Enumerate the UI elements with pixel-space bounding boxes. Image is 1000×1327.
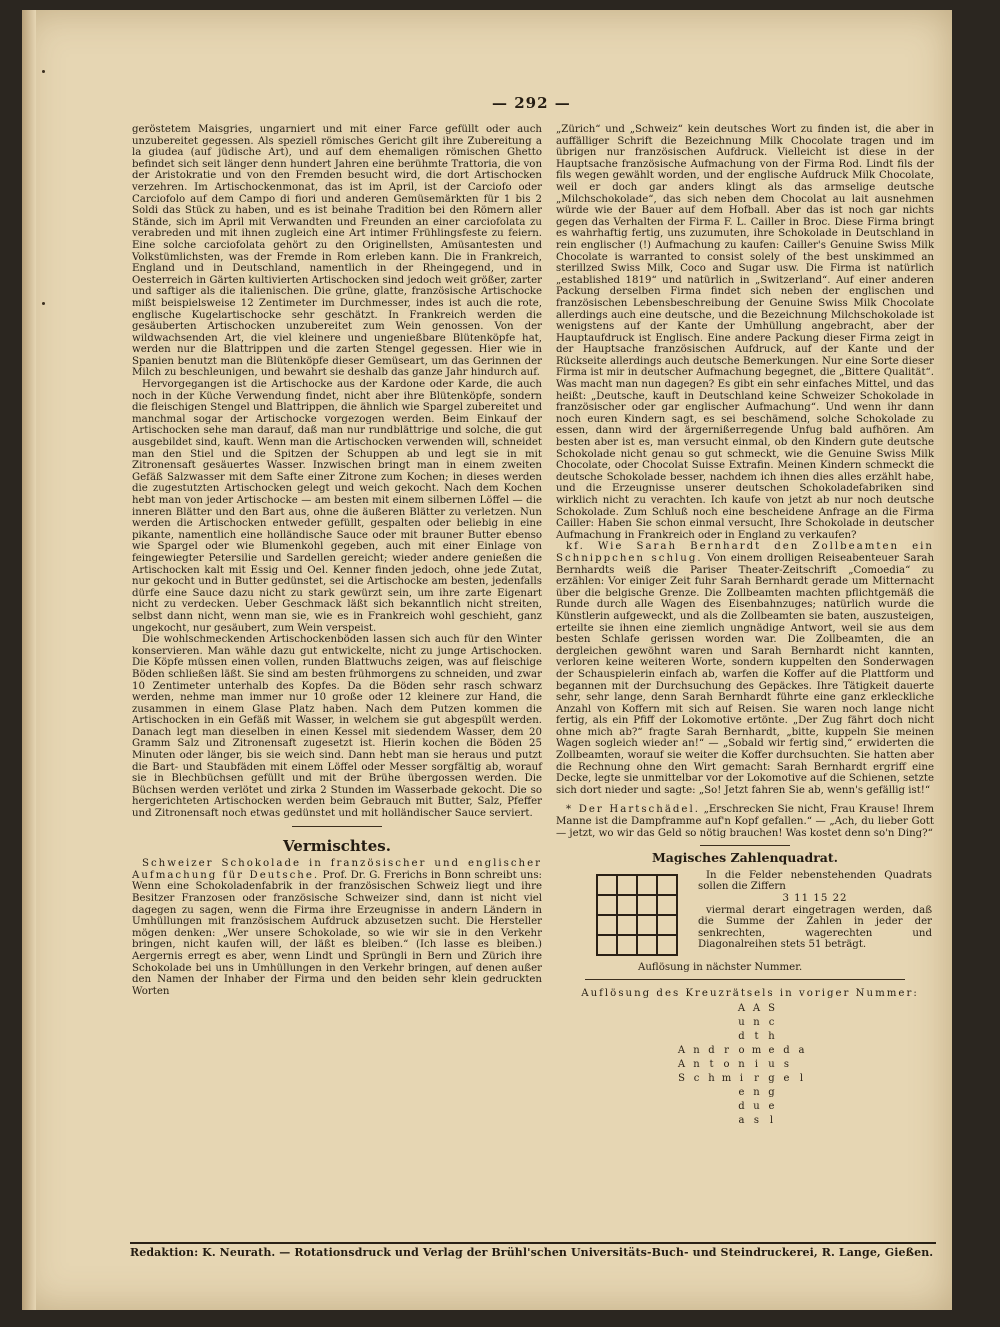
crossword-letter bbox=[674, 1030, 689, 1044]
section-divider bbox=[292, 826, 382, 827]
crossword-letter bbox=[719, 1030, 734, 1044]
crossword-letter: c bbox=[693, 1073, 700, 1084]
crossword-letter: l bbox=[769, 1115, 774, 1126]
page-number: — 292 — bbox=[492, 94, 571, 112]
magic-solution-note: Auflösung in nächster Nummer. bbox=[638, 961, 803, 973]
crossword-letter: A bbox=[752, 1003, 761, 1014]
crossword-letter bbox=[719, 1114, 734, 1128]
crossword-letter: r bbox=[754, 1073, 759, 1084]
crossword-letter bbox=[794, 1016, 809, 1030]
crossword-letter: u bbox=[753, 1101, 760, 1112]
crossword-letter bbox=[704, 1016, 719, 1030]
crossword-letter bbox=[689, 1100, 704, 1114]
article-paragraph: „Zürich“ und „Schweiz“ kein deutsches Wort zu finden ist, die aber in auffälliger Schrift die Bezeichnung Milk Chocolate tragen und im übrigen nur französischen Aufdruck. Vielleicht ist diese in der Hauptsache französische Aufmachung von der Firma Rod. Lindt fils der fils wegen gewählt worden, und der englische Aufdruck Milk Chocolate, weil er doch gar anders klingt als das armselige deutsche „Milchschokolade“, das sich neben dem Chocolat au lait ausnehmen würde wie der Bauer auf dem Hofball. Aber das ist noch gar nichts gegen das Verhalten der Firma F. L. Cailler in Broc. Diese Firma bringt es wahrhaftig fertig, uns zuzumuten, ihre Schokolade in Deutschland in rein englischer (!) Aufmachung zu kaufen: Cailler's Genuine Swiss Milk Chocolate is warranted to consist solely of the best unskimmed an sterillzed Swiss Milk, Coco and Sugar usw. Die Firma ist natürlich „established 1819“ und natürlich in „Switzerland“. Auf einer anderen Packung derselben Firma findet sich neben der englischen und französischen Lebensbeschreibung der Genuine Swiss Milk Chocolate allerdings auch eine deutsche, und die Bezeichnung Milchschokolade ist wenigstens auf der Kante der Umhüllung angebracht, aber der Hauptaufdruck ist Englisch. Eine andere Packung dieser Firma zeigt in der Hauptsache französischen Aufdruck, auf der Kante und der Rückseite allerdings auch deutsche Bemerkungen. Nur eine Sorte dieser Firma ist mir in deutscher Aufmachung begegnet, die „Bittere Qualität“. Was macht man nun dagegen? Es gibt ein sehr einfaches Mittel, und das heißt: „Deutsche, kauft in Deutschland keine Schweizer Schokolade in französischer oder gar englischer Aufmachung“. Und wenn ihr dann noch euren Kindern sagt, es sei beschämend, solche Schokolade zu essen, dann wird der ärgernißerregende Unfug bald aufhören. Am besten aber ist es, man versucht einmal, ob den Kindern gute deutsche Schokolade nicht genau so gut schmeckt, wie die Genuine Swiss Milk Chocolate, oder Chocolat Suisse Extrafin. Meinen Kindern schmeckt die deutsche Schokolade besser, nachdem ich ihnen dies alles erzählt habe, und die Erzeugnisse unserer deutschen Schokoladefabriken sind wirklich nicht zu verachten. Ich kaufe von jetzt ab nur noch deutsche Schokolade. Zum Schluß noch eine bescheidene Anfrage an die Firma Cailler: Haben Sie schon einmal versucht, Ihre Schokolade in deutscher Aufmachung in Frankreich oder in England zu verkaufen? bbox=[556, 124, 934, 541]
crossword-letter bbox=[794, 1058, 809, 1072]
crossword-letter: g bbox=[768, 1073, 775, 1084]
magic-rules: viermal derart eingetragen werden, daß die Summe der Zahlen in jeder der senkrechten, wagerechten und Diagonalreihen stets 51 beträgt. bbox=[698, 904, 932, 951]
crossword-letter bbox=[779, 1016, 794, 1030]
crossword-letter: S bbox=[678, 1073, 685, 1084]
joke-text: „Erschrecken Sie nicht, Frau Krause! Ihrem Manne ist die Dampframme auf'n Kopf gefallen.“ — „Ach, du lieber Gott — jetzt, wo wir das Geld so nötig brauchen! Was kostet denn so'n Ding?“ bbox=[556, 804, 934, 839]
crossword-letter bbox=[704, 1114, 719, 1128]
crossword-letter: n bbox=[738, 1059, 745, 1070]
crossword-letter: h bbox=[708, 1073, 715, 1084]
crossword-letter: m bbox=[721, 1073, 732, 1084]
crossword-letter: i bbox=[754, 1059, 759, 1070]
article-paragraph: Die wohlschmeckenden Artischockenböden lassen sich auch für den Winter konservieren. Man wähle dazu gut entwickelte, nicht zu junge Artischocken. Die Köpfe müssen einen vollen, runden Blattwuchs zeigen, was auf fleischige Böden schließen läßt. Sie sind am besten frühmorgens zu schneiden, und zwar 10 Zentimeter unterhalb des Kopfes. Da die Böden sehr rasch schwarz werden, nehme man immer nur 10 große oder 12 kleinere zur Hand, die zusammen in einem Glase Platz haben. Nach dem Putzen kommen die Artischocken in ein Gefäß mit Wasser, in welchem sie gut abgespült werden. Danach legt man dieselben in einen Kessel mit siedendem Wasser, dem 20 Gramm Salz und Zitronensaft zugesetzt ist. Hierin kochen die Böden 25 Minuten oder länger, bis sie weich sind. Dann hebt man sie heraus und putzt die Bart- und Staubfäden mit einem Löffel oder Messer sorgfältig ab, worauf sie in Blechbüchsen gefüllt und mit der Brühe übergossen werden. Die Büchsen werden verlötet und zirka 2 Stunden im Wasserbade gekocht. Die so hergerichteten Artischocken werden beim Gebrauch mit Butter, Salz, Pfeffer und Zitronensaft noch etwas gedünstet und mit holländischer Sauce serviert. bbox=[132, 634, 542, 820]
crossword-letter bbox=[674, 1086, 689, 1100]
crossword-letter: a bbox=[798, 1045, 805, 1056]
crossword-letter bbox=[779, 1114, 794, 1128]
joke-article bbox=[556, 804, 934, 839]
crossword-letter: o bbox=[723, 1059, 730, 1070]
crossword-letter: A bbox=[737, 1003, 746, 1014]
magic-numbers: 3 11 15 22 bbox=[782, 893, 848, 904]
punch-dot bbox=[42, 70, 45, 73]
crossword-letter: e bbox=[783, 1073, 790, 1084]
crossword-letter: g bbox=[768, 1087, 775, 1098]
sarah-article bbox=[556, 541, 934, 796]
left-column bbox=[132, 124, 542, 997]
crossword-letter: l bbox=[799, 1073, 804, 1084]
crossword-letter bbox=[719, 1086, 734, 1100]
magic-square-title: Magisches Zahlenquadrat. bbox=[651, 850, 839, 866]
crossword-letter: n bbox=[753, 1017, 760, 1028]
crossword-row bbox=[674, 1002, 814, 1016]
crossword-letter: t bbox=[754, 1031, 759, 1042]
crossword-letter: c bbox=[768, 1017, 775, 1028]
magic-square-grid bbox=[596, 874, 678, 956]
crossword-row bbox=[674, 1100, 814, 1114]
crossword-letter bbox=[674, 1016, 689, 1030]
crossword-letter bbox=[704, 1100, 719, 1114]
crossword-letter: e bbox=[768, 1101, 775, 1112]
imprint-footer: Redaktion: K. Neurath. — Rotationsdruck und Verlag der Brühl'schen Universitäts-Buch- und Steindruckerei, R. Lange, Gießen. bbox=[130, 1246, 934, 1259]
crossword-letter: d bbox=[708, 1045, 715, 1056]
crossword-letter: e bbox=[738, 1087, 745, 1098]
crossword-letter bbox=[704, 1086, 719, 1100]
crossword-letter bbox=[674, 1114, 689, 1128]
crossword-letter bbox=[689, 1016, 704, 1030]
crossword-letter: r bbox=[724, 1045, 729, 1056]
crossword-letter bbox=[794, 1114, 809, 1128]
newspaper-page bbox=[22, 10, 952, 1310]
crossword-solution-title: Auflösung des Kreuzrätsels in voriger Nummer: bbox=[581, 988, 919, 1000]
crossword-letter bbox=[719, 1002, 734, 1016]
crossword-row bbox=[674, 1044, 814, 1058]
crossword-letter bbox=[689, 1086, 704, 1100]
sarah-article-title: kf. Wie Sarah Bernhardt den Zollbeamten ein Schnippchen schlug. bbox=[556, 541, 934, 564]
crossword-letter bbox=[704, 1002, 719, 1016]
crossword-letter bbox=[794, 1030, 809, 1044]
section-divider bbox=[700, 845, 790, 846]
crossword-letter: o bbox=[738, 1045, 745, 1056]
article-paragraph: geröstetem Maisgries, ungarniert und mit einer Farce gefüllt oder auch unzubereitet gegessen. Als speziell römisches Gericht gilt ihre Zubereitung a la giudea (auf jüdische Art), und auf dem ehemaligen römischen Ghetto befindet sich seit länger denn hundert Jahren eine berühmte Trattoria, die von der Aristokratie und von den Fremden besucht wird, die dort Artischocken verzehren. Im Artischockenmonat, das ist im April, ist der Carciofo oder Carciofolo auf dem Campo di fiori und anderen Gemüsemärkten für 1 bis 2 Soldi das Stück zu haben, und es ist beinahe Tradition bei den Römern aller Stände, sich im April mit Verwandten und Freunden an einer carciofolata zu verabreden und mit ihnen zugleich eine Art intimer Frühlingsfeste zu feiern. Eine solche carciofolata gehört zu den Originellsten, Amüsantesten und Volkstümlichsten, was der Fremde in Rom erleben kann. Die in Frankreich, England und in Deutschland, namentlich in der Rheingegend, und in Oesterreich in Gärten kultivierten Artischocken sind jedoch weit größer, zarter und saftiger als die italienischen. Die grüne, glatte, französische Artischocke mißt beispielsweise 12 Zentimeter im Durchmesser, indes ist auch die rote, englische Kugelartischocke sehr geschätzt. In Frankreich werden die gesäuberten Artischocken unzubereitet zum Wein genossen. Von der wildwachsenden Art, die viel kleinere und ungenießbare Blütenköpfe hat, werden nur die Blattrippen und die zarten Stengel gegessen. Hier wie in Spanien benutzt man die Blütenköpfe dieser Gemüseart, um das Gerinnen der Milch zu beschleunigen, und bewahrt sie deshalb das ganze Jahr hindurch auf. bbox=[132, 124, 542, 379]
crossword-letter bbox=[719, 1100, 734, 1114]
crossword-letter bbox=[779, 1086, 794, 1100]
crossword-letter: u bbox=[738, 1017, 745, 1028]
crossword-letter: u bbox=[768, 1059, 775, 1070]
crossword-letter: a bbox=[738, 1115, 745, 1126]
crossword-letter bbox=[779, 1030, 794, 1044]
crossword-letter: n bbox=[693, 1059, 700, 1070]
crossword-row bbox=[674, 1114, 814, 1128]
crossword-letter bbox=[794, 1002, 809, 1016]
crossword-letter bbox=[719, 1016, 734, 1030]
crossword-letter bbox=[674, 1002, 689, 1016]
crossword-letter bbox=[689, 1114, 704, 1128]
crossword-letter bbox=[779, 1002, 794, 1016]
scan-edge-shadow bbox=[22, 10, 36, 1310]
crossword-letter: i bbox=[739, 1073, 744, 1084]
crossword-letter: A bbox=[677, 1045, 686, 1056]
crossword-letter: n bbox=[693, 1045, 700, 1056]
footer-divider bbox=[130, 1242, 936, 1244]
crossword-letter bbox=[689, 1030, 704, 1044]
misc-article-title: Schweizer Schokolade in französischer und englischer Aufmachung für Deutsche. bbox=[132, 858, 542, 881]
crossword-row bbox=[674, 1030, 814, 1044]
crossword-row bbox=[674, 1086, 814, 1100]
crossword-letter: m bbox=[751, 1045, 762, 1056]
misc-article bbox=[132, 858, 542, 997]
crossword-row bbox=[674, 1058, 814, 1072]
crossword-letter: d bbox=[738, 1101, 745, 1112]
crossword-row bbox=[674, 1016, 814, 1030]
magic-square-block bbox=[556, 870, 934, 962]
punch-dot bbox=[42, 302, 45, 305]
crossword-letter bbox=[779, 1100, 794, 1114]
crossword-letter: s bbox=[753, 1115, 760, 1126]
crossword-letter: e bbox=[768, 1045, 775, 1056]
misc-article-text: Prof. Dr. G. Frerichs in Bonn schreibt uns: Wenn eine Schokoladenfabrik in der französischen Schweiz liegt und ihre Besitzer Franzosen oder französische Schweizer sind, dann ist nicht viel dagegen zu sagen, wenn die Firma ihre Erzeugnisse in andern Ländern in Umhüllungen mit französischem Aufdruck abzusetzen sucht. Die Hersteller mögen denken: „Wer unsere Schokolade, so wie wir sie in den Verkehr bringen, nicht kaufen will, der läßt es bleiben.“ (Ich lasse es bleiben.) Aergernis erregt es aber, wenn Lindt und Sprüngli in Bern und Zürich ihre Schokolade bei uns in Umhüllungen in den Verkehr bringen, auf denen außer den Namen der Inhaber der Firma und den beiden sehr klein gedruckten Worten bbox=[132, 869, 542, 997]
crossword-solution-grid bbox=[674, 1002, 814, 1128]
article-paragraph: Hervorgegangen ist die Artischocke aus der Kardone oder Karde, die auch noch in der Küche Verwendung findet, nicht aber ihre Blütenköpfe, sondern die fleischigen Stengel und Blattrippen, die ähnlich wie Spargel zubereitet und manchmal sogar der Artischocke vorgezogen werden. Beim Einkauf der Artischocken sehe man darauf, daß man nur rundblättrige und solche, die gut ausgebildet sind, kauft. Wenn man die Artischocken verwenden will, schneidet man den Stiel und die Spitzen der Schuppen ab und legt sie in mit Zitronensaft gesäuertes Wasser. Inzwischen bringt man in einem zweiten Gefäß Salzwasser mit dem Safte einer Zitrone zum Kochen; in dieses werden die zugestutzten Artischocken gelegt und weich gekocht. Nach dem Kochen hebt man von jeder Artischocke — am besten mit einem silbernen Löffel — die inneren Blätter und den Bart aus, ohne die äußeren Blätter zu verletzen. Nun werden die Artischocken entweder gefüllt, gespalten oder beliebig in eine pikante, namentlich eine holländische Sauce oder mit brauner Butter ebenso wie Spargel oder wie Blumenkohl gegeben, auch mit einer Einlage von feingewiegter Petersilie und Sardellen gereicht; wieder andere genießen die Artischocken kalt mit Essig und Oel. Kenner finden jedoch, ohne jede Zutat, nur gekocht und in Butter gedünstet, sei die Artischocke am besten, jedenfalls dürfe eine Sauce dazu nicht zu stark gewürzt sein, um ihre zarte Eigenart nicht zu verdecken. Ueber Geschmack läßt sich bekanntlich nicht streiten, selbst dann nicht, wenn man sie, wie es in Frankreich wohl geschieht, ganz ungekocht, nur gesäubert, zum Wein verspeist. bbox=[132, 379, 542, 634]
crossword-letter: h bbox=[768, 1031, 775, 1042]
crossword-letter: A bbox=[677, 1059, 686, 1070]
section-heading: Vermischtes. bbox=[283, 836, 391, 855]
crossword-letter bbox=[704, 1030, 719, 1044]
crossword-letter bbox=[674, 1100, 689, 1114]
magic-square-text bbox=[698, 870, 932, 951]
magic-intro: In die Felder nebenstehenden Quadrats sollen die Ziffern bbox=[698, 869, 932, 893]
crossword-letter: d bbox=[783, 1045, 790, 1056]
right-column bbox=[556, 124, 934, 1128]
crossword-letter: d bbox=[738, 1031, 745, 1042]
crossword-letter: t bbox=[709, 1059, 714, 1070]
crossword-letter: S bbox=[768, 1003, 775, 1014]
crossword-row bbox=[674, 1072, 814, 1086]
crossword-letter bbox=[794, 1100, 809, 1114]
crossword-letter: s bbox=[783, 1059, 790, 1070]
crossword-letter bbox=[689, 1002, 704, 1016]
crossword-letter bbox=[794, 1086, 809, 1100]
joke-title: * Der Hartschädel. bbox=[566, 804, 700, 816]
crossword-letter: n bbox=[753, 1087, 760, 1098]
section-divider bbox=[585, 979, 905, 980]
sarah-article-text: Von einem drolligen Reiseabenteuer Sarah Bernhardts weiß die Pariser Theater-Zeitschrift „Comoedia“ zu erzählen: Vor einiger Zeit fuhr Sarah Bernhardt gerade um Mitternacht über die belgische Grenze. Die Zollbeamten machten pflichtgemäß die Runde durch alle Wagen des Eisenbahnzuges; natürlich wurde die Künstlerin aufgeweckt, und als die Zollbeamten sie baten, auszusteigen, erteilte sie ihnen eine ziemlich ungnädige Antwort, weil sie aus dem besten Schlafe gerissen worden war. Die Zollbeamten, die an dergleichen gewöhnt waren und Sarah Bernhardt nicht kannten, verloren keine weiteren Worte, sondern kuppelten den Sonderwagen der Schauspielerin einfach ab, warfen die Koffer auf die Plattform und begannen mit der Durchsuchung des Gepäckes. Ihre Tätigkeit dauerte sehr, sehr lange, denn Sarah Bernhardt führte eine ganz erkleckliche Anzahl von Koffern mit sich auf Reisen. Sie waren noch lange nicht fertig, als ein Pfiff der Lokomotive ertönte. „Der Zug fährt doch nicht ohne mich ab?“ fragte Sarah Bernhardt, „bitte, kuppeln Sie meinen Wagen sogleich wieder an!“ — „Sobald wir fertig sind,“ erwiderten die Zollbeamten, worauf sie weiter die Koffer durchsuchten. Sie hatten aber die Rechnung ohne den Wirt gemacht: Sarah Bernhardt ergriff eine Decke, legte sie unmittelbar vor der Lokomotive auf die Schienen, setzte sich dort nieder und sagte: „So! Jetzt fahren Sie ab, wenn's gefällig ist!“ bbox=[556, 552, 934, 796]
